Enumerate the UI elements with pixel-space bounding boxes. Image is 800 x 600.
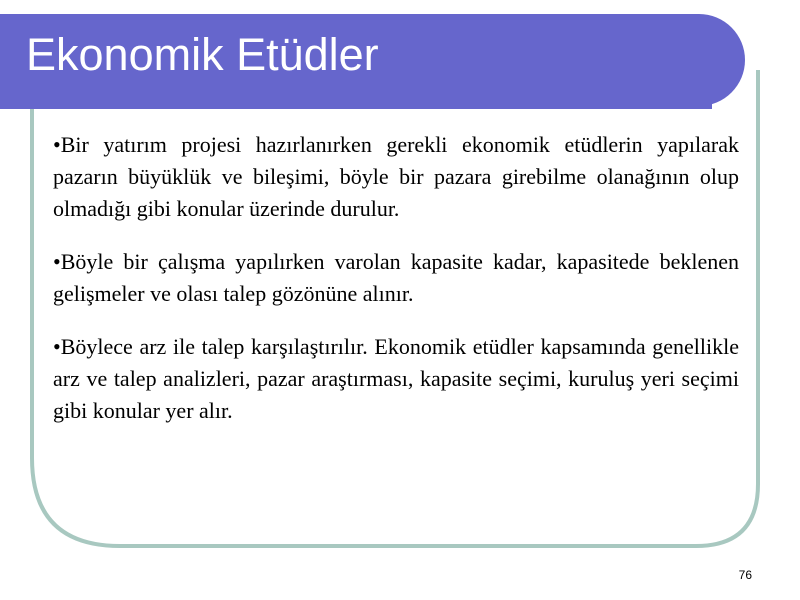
- bullet-paragraph-2: •Böyle bir çalışma yapılırken varolan kapasite kadar, kapasitede beklenen gelişmeler ve olası talep gözönüne alınır.: [53, 249, 739, 306]
- page-number: 76: [738, 568, 752, 582]
- bullet-paragraph-1: •Bir yatırım projesi hazırlanırken gerekli ekonomik etüdlerin yapılarak pazarın büyüklük ve bileşimi, böyle bir pazara girebilme olanağının olup olmadığı gibi konular üzerinde durulur.: [53, 132, 739, 221]
- slide-title: Ekonomik Etüdler: [26, 29, 379, 80]
- bullet-paragraph-3: •Böylece arz ile talep karşılaştırılır. Ekonomik etüdler kapsamında genellikle arz ve talep analizleri, pazar araştırması, kapasite seçimi, kuruluş yeri seçimi gibi konular yer alır.: [53, 334, 739, 423]
- title-underline: [0, 104, 712, 109]
- slide-content: [53, 129, 739, 448]
